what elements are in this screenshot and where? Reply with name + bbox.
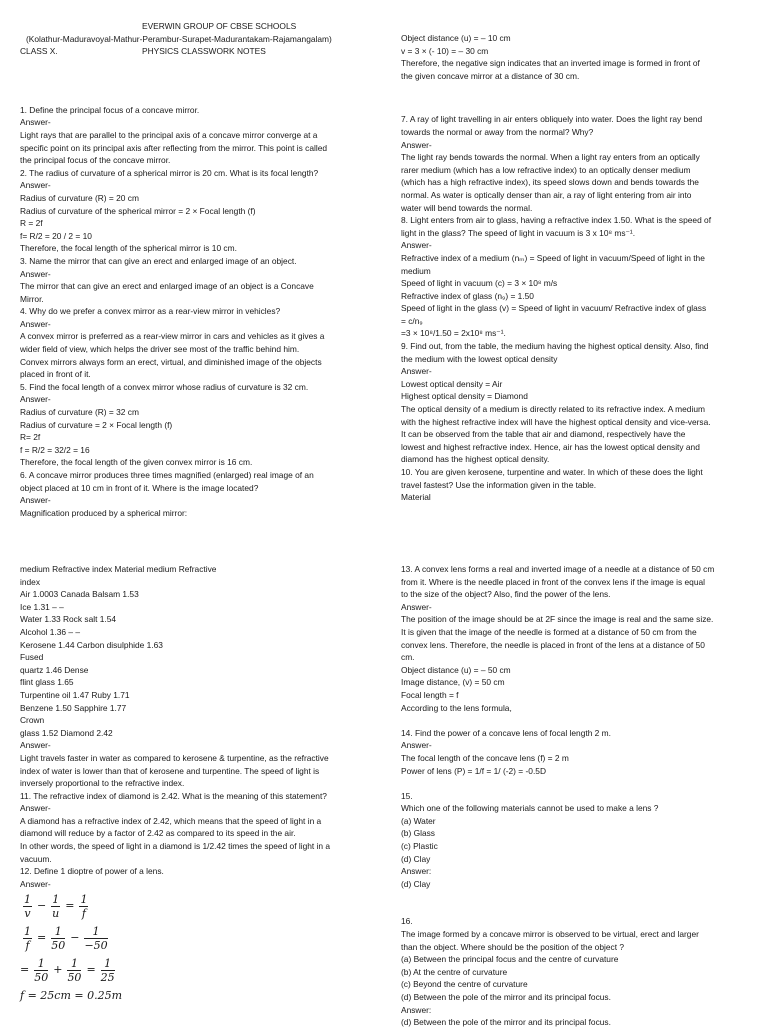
questions-1-6: [20, 104, 376, 520]
text-line: R = 2f: [20, 218, 43, 229]
text-line: water will bend towards the normal.: [401, 202, 533, 213]
text-line: f = R/2 = 32/2 = 16: [20, 444, 90, 455]
text-line: 13. A convex lens forms a real and inverted image of a needle at a distance of 50 cm: [401, 564, 715, 574]
text-line: Answer-: [20, 803, 51, 814]
text-line: 10. You are given kerosene, turpentine and water. In which of these does the light: [401, 467, 703, 477]
text-line: Object distance (u) = – 50 cm: [401, 664, 511, 675]
math-symbol: =: [65, 899, 75, 913]
text-line: 16.: [401, 916, 413, 927]
math-symbol: f = 25cm = 0.25m: [20, 989, 123, 1003]
text-line: (d) Clay: [401, 878, 431, 889]
question-16: [401, 915, 746, 1028]
question-15: [401, 790, 746, 891]
text-line: Answer-: [20, 268, 51, 279]
text-line: Answer-: [20, 117, 51, 128]
text-line: flint glass 1.65: [20, 677, 74, 688]
question-13: [401, 563, 746, 714]
bottom-left-panel: [20, 563, 376, 1006]
text-line: Radius of curvature (R) = 32 cm: [20, 407, 139, 418]
text-line: According to the lens formula,: [401, 702, 512, 713]
math-symbol: −50: [84, 938, 108, 952]
math-symbol: f: [81, 906, 86, 920]
text-line: Focal length = f: [401, 689, 459, 700]
math-symbol: 1: [52, 892, 60, 906]
text-line: The position of the image should be at 2F since the image is real and the same size.: [401, 614, 714, 625]
text-line: (a) Water: [401, 815, 436, 826]
text-line: medium: [401, 265, 431, 276]
text-line: Radius of curvature of the spherical mirror = 2 × Focal length (f): [20, 205, 256, 216]
text-line: Answer-: [20, 878, 51, 889]
class-label: CLASS X.: [20, 46, 58, 57]
text-line: Power of lens (P) = 1/f = 1/ (-2) = -0.5D: [401, 765, 546, 776]
text-line: Light rays that are parallel to the principal axis of a concave mirror converge at a: [20, 129, 318, 140]
text-line: Answer-: [401, 740, 432, 751]
refractive-index-table-and-q11-12: [20, 563, 376, 890]
text-line: Therefore, the focal length of the given convex mirror is 16 cm.: [20, 457, 253, 468]
text-line: specific point on its principal axis after reflecting from the mirror. This point is called: [20, 142, 328, 153]
text-line: Magnification produced by a spherical mirror:: [20, 507, 188, 518]
text-line: R= 2f: [20, 432, 41, 443]
text-line: Answer-: [20, 180, 51, 191]
text-line: diamond has the highest optical density.: [401, 454, 550, 465]
text-line: Therefore, the focal length of the spherical mirror is 10 cm.: [20, 243, 237, 254]
text-line: Water 1.33 Rock salt 1.54: [20, 614, 117, 625]
text-line: A diamond has a refractive index of 2.42, which means that the speed of light in a: [20, 815, 322, 826]
text-line: to the size of the object? Also, find the power of the lens.: [401, 589, 611, 600]
text-line: 7. A ray of light travelling in air enters obliquely into water. Does the light ray bend: [401, 114, 703, 125]
text-line: It can be observed from the table that air and diamond, respectively have the: [401, 429, 686, 440]
math-symbol: =: [37, 931, 47, 945]
question-14: [401, 727, 746, 777]
text-line: light in the glass? The speed of light in vacuum is 3 x 10⁸ ms⁻¹.: [401, 227, 636, 238]
school-branches: (Kolathur-Maduravoyal-Mathur-Perambur-Surapet-Madurantakam-Rajamangalam): [26, 33, 332, 44]
text-line: Answer-: [401, 601, 432, 612]
text-line: Answer:: [401, 866, 432, 877]
math-symbol: f: [25, 938, 30, 952]
math-symbol: 1: [101, 957, 115, 971]
text-line: Therefore, the negative sign indicates that an inverted image is formed in front of: [401, 58, 700, 69]
text-line: Turpentine oil 1.47 Ruby 1.71: [20, 689, 130, 700]
lens-formula-working: [20, 890, 376, 1006]
text-line: 15.: [401, 790, 413, 801]
math-symbol: −: [70, 931, 80, 945]
text-line: Answer-: [20, 318, 51, 329]
text-line: diamond will reduce by a factor of 2.42 as compared to its speed in the air.: [20, 828, 296, 839]
text-line: object placed at 10 cm in front of it. Where is the image located?: [20, 482, 259, 493]
math-symbol: 1: [24, 892, 31, 906]
text-line: (c) Beyond the centre of curvature: [401, 979, 528, 990]
text-line: Answer-: [20, 394, 51, 405]
math-symbol: 1: [80, 892, 88, 906]
text-line: 12. Define 1 dioptre of power of a lens.: [20, 866, 164, 877]
text-line: Which one of the following materials cannot be used to make a lens ?: [401, 803, 659, 814]
text-line: index of water is lower than that of kerosene and turpentine. The speed of light is: [20, 765, 320, 776]
math-symbol: 50: [67, 970, 82, 984]
text-line: Refractive index of a medium (nₘ) = Speed of light in vacuum/Speed of light in the: [401, 252, 705, 263]
text-line: towards the normal or away from the normal? Why?: [401, 126, 594, 137]
math-symbol: 50: [34, 970, 49, 984]
text-line: The optical density of a medium is directly related to its refractive index. A medium: [401, 404, 705, 415]
text-line: Highest optical density = Diamond: [401, 391, 528, 402]
text-line: Answer-: [401, 366, 432, 377]
math-symbol: 1: [67, 957, 81, 971]
top-right-panel: [401, 32, 746, 504]
math-symbol: 1: [84, 925, 107, 939]
text-line: Answer-: [20, 495, 51, 506]
text-line: Radius of curvature = 2 × Focal length (f): [20, 419, 173, 430]
text-line: Benzene 1.50 Sapphire 1.77: [20, 702, 127, 713]
text-line: Refractive index of glass (n₉) = 1.50: [401, 290, 534, 301]
text-line: travel fastest? Use the information given in the table.: [401, 479, 597, 490]
text-line: (d) Between the pole of the mirror and its principal focus.: [401, 1017, 611, 1028]
text-line: Alcohol 1.36 – –: [20, 626, 81, 637]
math-symbol: v: [24, 906, 31, 920]
text-line: vacuum.: [20, 853, 52, 864]
text-line: than the object. Where should be the position of the object ?: [401, 941, 625, 952]
text-line: 2. The radius of curvature of a spherical mirror is 20 cm. What is its focal length?: [20, 167, 319, 178]
text-line: (which has a high refractive index), its speed slows down and bends towards the: [401, 177, 699, 188]
text-line: convex lens. Therefore, the needle is placed in front of the lens at a distance of 50: [401, 639, 705, 650]
text-line: In other words, the speed of light in a diamond is 1/2.42 times the speed of light in a: [20, 841, 331, 852]
text-line: Speed of light in vacuum (c) = 3 × 10⁸ m/s: [401, 278, 558, 289]
questions-7-10: [401, 113, 746, 503]
math-symbol: 1: [51, 925, 65, 939]
text-line: glass 1.52 Diamond 2.42: [20, 727, 113, 738]
text-line: =3 × 10⁸/1.50 = 2x10⁸ ms⁻¹.: [401, 328, 506, 339]
text-line: Fused: [20, 652, 44, 663]
text-line: Image distance, (v) = 50 cm: [401, 677, 505, 688]
text-line: (c) Plastic: [401, 841, 438, 852]
math-symbol: =: [20, 963, 30, 977]
document-header: [20, 20, 376, 58]
text-line: 14. Find the power of a concave lens of focal length 2 m.: [401, 727, 611, 738]
text-line: 3. Name the mirror that can give an erect and enlarged image of an object.: [20, 255, 297, 266]
text-line: 8. Light enters from air to glass, having a refractive index 1.50. What is the speed of: [401, 215, 712, 226]
text-line: The image formed by a concave mirror is observed to be virtual, erect and larger: [401, 929, 699, 940]
text-line: Answer-: [401, 139, 432, 150]
text-line: It is given that the image of the needle is formed at a distance of 50 cm from the: [401, 626, 697, 637]
text-line: (a) Between the principal focus and the centre of curvature: [401, 954, 619, 965]
text-line: cm.: [401, 652, 415, 663]
text-line: (d) Clay: [401, 853, 431, 864]
text-line: Answer-: [401, 240, 432, 251]
text-line: Kerosene 1.44 Carbon disulphide 1.63: [20, 639, 163, 650]
text-line: placed in front of it.: [20, 369, 91, 380]
text-line: (b) Glass: [401, 828, 435, 839]
text-line: 5. Find the focal length of a convex mirror whose radius of curvature is 32 cm.: [20, 381, 309, 392]
text-line: The mirror that can give an erect and enlarged image of an object is a Concave: [20, 281, 314, 292]
text-line: lowest and highest refractive index. Hence, air has the lowest optical density and: [401, 441, 700, 452]
math-symbol: +: [53, 963, 63, 977]
text-line: A convex mirror is preferred as a rear-view mirror in cars and vehicles as it gives a: [20, 331, 325, 342]
text-line: (b) At the centre of curvature: [401, 966, 508, 977]
text-line: Radius of curvature (R) = 20 cm: [20, 192, 139, 203]
text-line: 6. A concave mirror produces three times magnified (enlarged) real image of an: [20, 470, 314, 480]
text-line: quartz 1.46 Dense: [20, 664, 89, 675]
text-line: The light ray bends towards the normal. When a light ray enters from an optically: [401, 152, 700, 163]
text-line: Mirror.: [20, 293, 44, 304]
math-symbol: 25: [100, 970, 115, 984]
math-symbol: 50: [51, 938, 66, 952]
math-symbol: =: [86, 963, 96, 977]
text-line: f= R/2 = 20 / 2 = 10: [20, 230, 92, 241]
text-line: the medium with the lowest optical density: [401, 353, 558, 364]
subject-label: PHYSICS CLASSWORK NOTES: [142, 46, 266, 57]
text-line: index: [20, 576, 41, 587]
text-line: Material: [401, 492, 431, 503]
school-name: EVERWIN GROUP OF CBSE SCHOOLS: [142, 21, 297, 31]
text-line: (d) Between the pole of the mirror and its principal focus.: [401, 992, 611, 1002]
text-line: Ice 1.31 – –: [20, 601, 64, 612]
text-line: 9. Find out, from the table, the medium having the highest optical density. Also, find: [401, 341, 709, 352]
top-left-panel: [20, 20, 376, 519]
bottom-right-panel: [401, 563, 746, 1029]
text-line: with the highest refractive index will have the highest optical density and vice-versa.: [401, 416, 711, 427]
text-line: v = 3 × (- 10) = – 30 cm: [401, 45, 489, 56]
text-line: inversely proportional to the refractive index.: [20, 778, 185, 789]
text-line: Lowest optical density = Air: [401, 378, 503, 389]
text-line: 1. Define the principal focus of a concave mirror.: [20, 104, 200, 115]
text-line: wider field of view, which helps the driver see most of the traffic behind him.: [20, 344, 300, 355]
text-line: normal. As water is optically denser than air, a ray of light entering from air into: [401, 189, 692, 200]
text-line: medium Refractive index Material medium Refractive: [20, 564, 217, 574]
math-symbol: −: [37, 899, 47, 913]
text-line: 4. Why do we prefer a convex mirror as a rear-view mirror in vehicles?: [20, 306, 281, 317]
text-line: the principal focus of the concave mirror.: [20, 155, 171, 166]
text-line: from it. Where is the needle placed in front of the convex lens if the image is equal: [401, 576, 705, 587]
text-line: Answer-: [20, 740, 51, 751]
math-symbol: 1: [34, 957, 48, 971]
text-line: rarer medium (which has a low refractive index) to an optically denser medium: [401, 164, 691, 175]
text-line: The focal length of the concave lens (f) = 2 m: [401, 752, 569, 763]
text-line: Object distance (u) = – 10 cm: [401, 33, 511, 43]
text-line: = c/n₉: [401, 315, 423, 326]
text-line: Crown: [20, 715, 45, 726]
text-line: Air 1.0003 Canada Balsam 1.53: [20, 589, 139, 600]
answer-6-continued: [401, 32, 746, 82]
text-line: Answer:: [401, 1004, 432, 1015]
text-line: Convex mirrors always form an erect, virtual, and diminished image of the objects: [20, 356, 322, 367]
math-symbol: u: [52, 906, 60, 920]
text-line: Light travels faster in water as compared to kerosene & turpentine, as the refractive: [20, 752, 329, 763]
text-line: 11. The refractive index of diamond is 2.42. What is the meaning of this statement?: [20, 790, 327, 801]
text-line: the given concave mirror at a distance of 30 cm.: [401, 70, 580, 81]
text-line: Speed of light in the glass (v) = Speed of light in vacuum/ Refractive index of glass: [401, 303, 707, 314]
math-symbol: 1: [24, 924, 31, 938]
